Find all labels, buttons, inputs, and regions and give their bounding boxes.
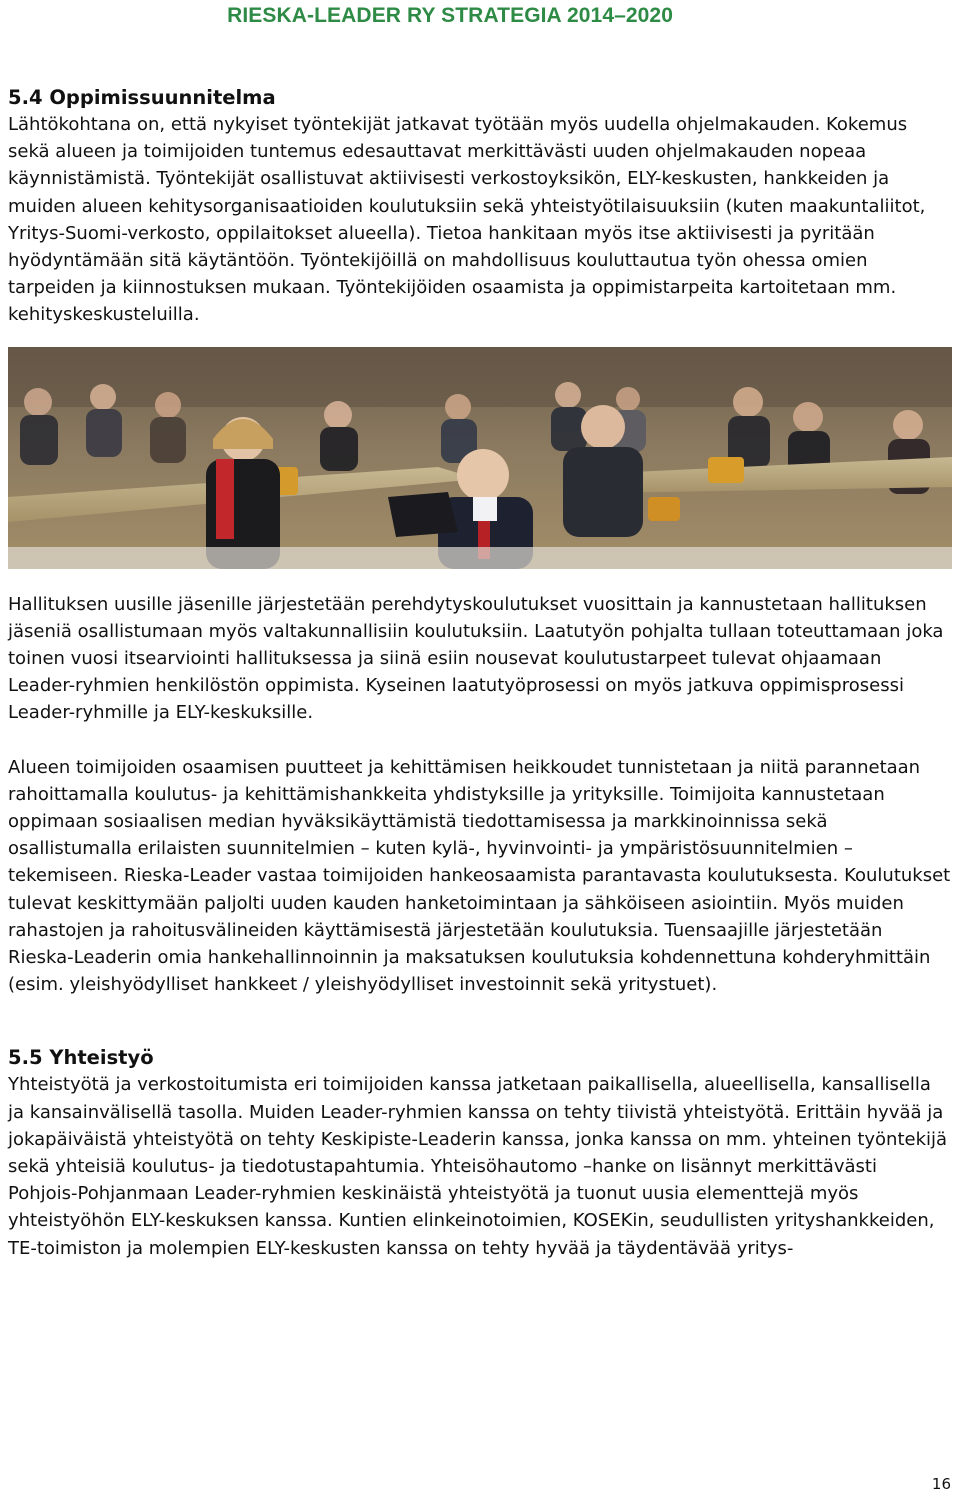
photo-illustration	[8, 347, 952, 569]
page-number: 16	[931, 1475, 951, 1493]
running-header-title: RIESKA-LEADER RY STRATEGIA 2014–2020	[227, 4, 673, 27]
board-training-paragraph: Hallituksen uusille jäsenille järjestetään perehdytyskoulutukset vuosittain ja kannustetaan hallituksen jäseniä osallistumaan myös valtakunnallisiin koulutuksiin. Laatutyön pohjalta tullaan toteuttamaan joka toinen vuosi itsearviointi hallituksessa ja siinä esiin nousevat koulutustarpeet tulevat ohjaamaan Leader-ryhmien henkilöstön oppimista. Kyseinen laatutyöprosessi on myös jatkuva oppimisprosessi Leader-ryhmille ja ELY-keskuksille.	[8, 593, 944, 724]
page-content	[8, 84, 952, 1262]
training-audience-photo	[8, 347, 952, 569]
section-5-4-heading: 5.4 Oppimissuunnitelma	[8, 86, 276, 109]
actor-training-paragraph: Alueen toimijoiden osaamisen puutteet ja kehittämisen heikkoudet tunnistetaan ja niitä parannetaan rahoittamalla koulutus- ja kehittämishankkeita yhdistyksille ja yrityksille. Toimijoita kannustetaan oppimaan sosiaalisen median hyväksikäyttämistä tiedottamisessa ja markkinoinnissa sekä osallistumalla erilaisten suunnitelmien – kuten kylä-, hyvinvointi- ja ympäristösuunnitelmien – tekemiseen. Rieska-Leader vastaa toimijoiden hankeosaamista parantavasta koulutuksesta. Koulutukset tulevat keskittymään paljolti uuden kauden hanketoimintaan ja sähköiseen asiointiin. Myös muiden rahastojen ja rahoitusvälineiden käyttämisestä järjestetään koulutuksia. Tuensaajille järjestetään Rieska-Leaderin omia hankehallinnoinnin ja maksatuksen koulutuksia kohdennettuna kohderyhmittäin (esim. yleishyödylliset hankkeet / yleishyödylliset investoinnit sekä yritystuet).	[8, 756, 951, 996]
section-5-5-heading: 5.5 Yhteistyö	[8, 1046, 154, 1070]
section-5-5-paragraph: Yhteistyötä ja verkostoitumista eri toimijoiden kanssa jatketaan paikallisella, alueellisella, kansallisella ja kansainvälisellä tasolla. Muiden Leader-ryhmien kanssa on tehty tiivistä yhteistyötä. Erittäin hyvää ja jokapäiväistä yhteistyötä on tehty Keskipiste-Leaderin kanssa, jonka kanssa on mm. yhteinen työntekijä sekä yhteisiä koulutus- ja tiedotustapahtumia. Yhteisöhautomo –hanke on lisännyt merkittävästi Pohjois-Pohjanmaan Leader-ryhmien keskinäistä yhteistyötä ja tuonut uusia elementtejä myös yhteistyöhön ELY-keskuksen kanssa. Kuntien elinkeinotoimien, KOSEKin, seudullisten yrityshankkeiden, TE-toimiston ja molempien ELY-keskusten kanssa on tehty hyvää ja täydentävää yritys-	[8, 1074, 948, 1259]
section-5-4-paragraph: Lähtökohtana on, että nykyiset työntekijät jatkavat työtään myös uudella ohjelmakauden. Kokemus sekä alueen ja toimijoiden tuntemus edesauttavat merkittävästi uuden ohjelmakauden nopeaa käynnistämistä. Työntekijät osallistuvat aktiivisesti verkostoyksikön, ELY-keskusten, hankkeiden ja muiden alueen kehitysorganisaatioiden koulutuksiin sekä yhteistyötilaisuuksiin (kuten maakuntaliitot, Yritys-Suomi-verkosto, oppilaitokset alueella). Tietoa hankitaan myös itse aktiivisesti ja pyritään hyödyntämään sitä käytäntöön. Työntekijöillä on mahdollisuus kouluttautua työn ohessa omien tarpeiden ja kiinnostuksen mukaan. Työntekijöiden osaamista ja oppimistarpeita kartoitetaan mm. kehityskeskusteluilla.	[8, 114, 926, 326]
